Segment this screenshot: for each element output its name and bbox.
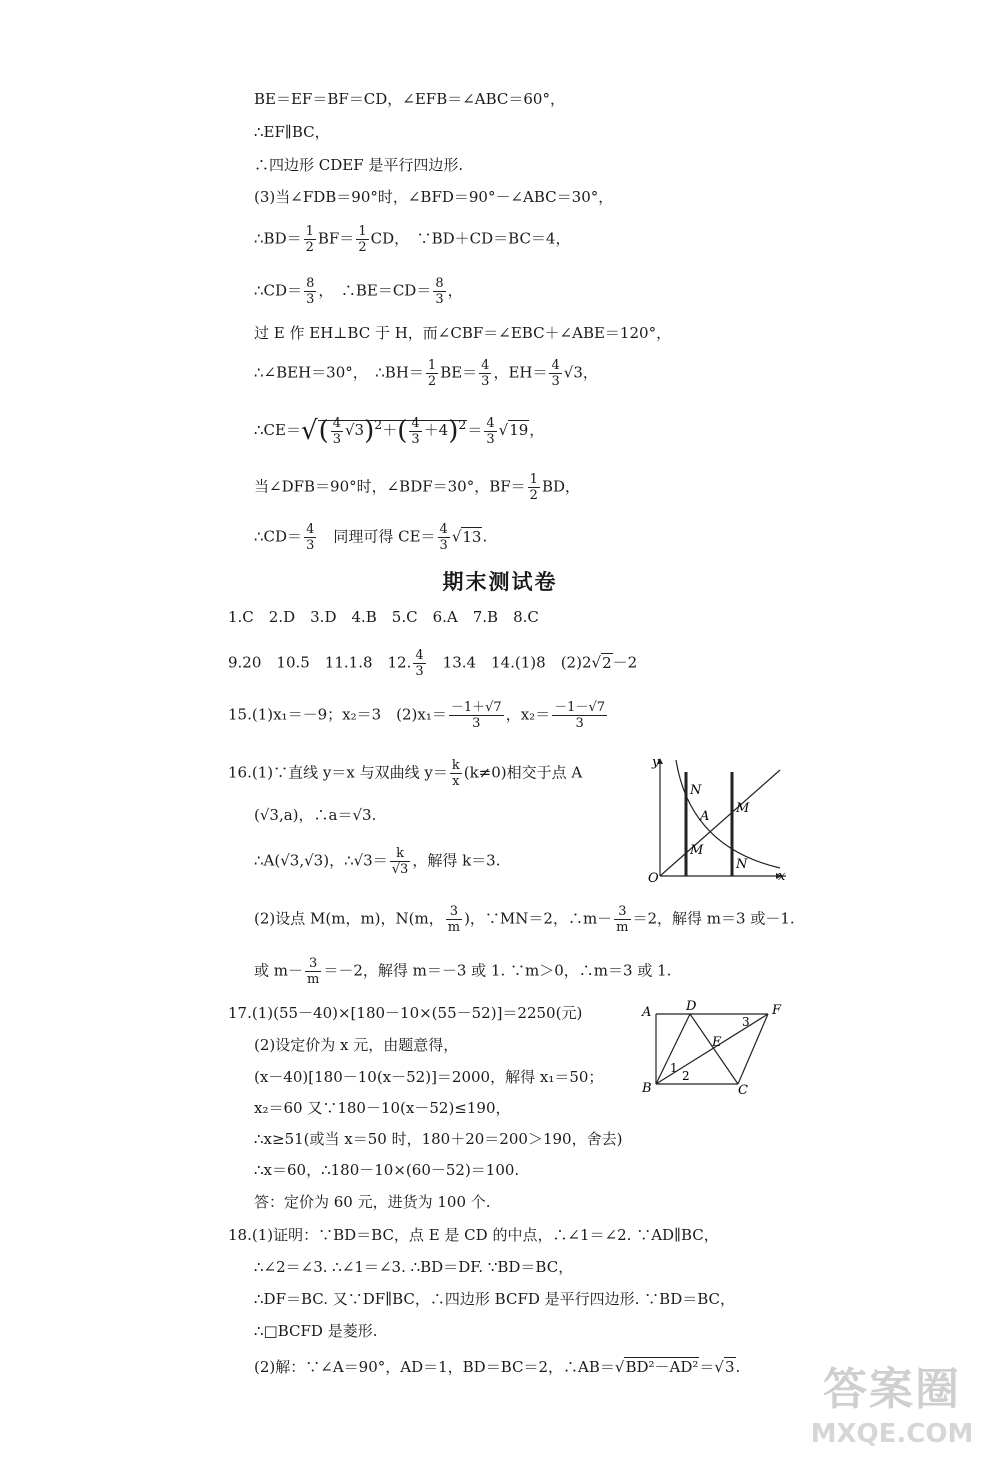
answer-line: (2)解：∵∠A＝90°，AD＝1，BD＝BC＝2，∴AB＝√BD²－AD²＝√3. — [254, 1358, 741, 1376]
fraction: $\frac{1}{2}$ — [358, 224, 367, 255]
text: . — [482, 527, 488, 546]
label-C: C — [738, 1083, 748, 1096]
angle-1: 1 — [670, 1061, 678, 1075]
sqrt: √3 — [563, 363, 583, 382]
label-A: A — [642, 1005, 652, 1020]
text: BD， — [541, 477, 580, 496]
watermark-text: 答案圈 — [823, 1364, 961, 1415]
text: ∴∠BEH＝30°， ∴BH＝ — [254, 363, 424, 382]
text: ∴CE＝ — [254, 421, 301, 439]
solution-line: ∴CD＝ $\frac{4}{3}$ 同理可得 CE＝ $\frac{4}{3}$ √13. — [254, 522, 488, 553]
text: CD， ∵BD＋CD＝BC＝4， — [370, 229, 571, 248]
answer-line: (2)设定价为 x 元，由题意得， — [254, 1036, 459, 1054]
answer-line: ∴x≥51(或当 x＝50 时，180＋20＝200＞190，舍去) — [254, 1130, 623, 1148]
fraction: $\frac{-1-√7}{3}$ — [554, 700, 605, 731]
fraction: $\frac{4}{3}$ — [481, 358, 490, 389]
text: ∴BD＝ — [254, 229, 302, 248]
answer-line: ∴DF＝BC. 又∵DF∥BC，∴四边形 BCFD 是平行四边形. ∵BD＝BC， — [254, 1290, 736, 1308]
solution-line — [254, 224, 570, 255]
graph-figure-16 — [640, 752, 790, 884]
sqrt: 13 — [462, 527, 482, 546]
label-D: D — [686, 1000, 697, 1014]
solution-line — [254, 276, 463, 307]
solution-line: ∴∠BEH＝30°， ∴BH＝ $\frac{1}{2}$ BE＝ $\frac{4}{3}$ ，EH＝ $\frac{4}{3}$ √3， — [254, 358, 598, 389]
solution-line: 过 E 作 EH⊥BC 于 H，而∠CBF＝∠EBC＋∠ABE＝120°， — [254, 324, 672, 342]
fraction: $\frac{-1+√7}{3}$ — [450, 700, 502, 731]
watermark-url: MXQE.COM — [810, 1419, 974, 1449]
text: 当∠DFB＝90°时，∠BDF＝30°，BF＝ — [254, 477, 526, 496]
text: 同理可得 CE＝ — [318, 527, 436, 546]
text: BE＝ — [440, 363, 478, 382]
solution-line: ∴CE＝√( $\frac{4}{3}$ √3)$^2$＋( $\frac{4}{3}$ ＋4)$^2$＝ $\frac{4}{3}$ √19， — [254, 415, 545, 447]
answer-line: ∴∠2＝∠3. ∴∠1＝∠3. ∴BD＝DF. ∵BD＝BC， — [254, 1258, 574, 1276]
solution-line: (3)当∠FDB＝90°时，∠BFD＝90°－∠ABC＝30°， — [254, 188, 614, 206]
answer-line: (2)设点 M(m，m)，N(m， $\frac{3}{m}$ )，∵MN＝2，∴m－ $\frac{3}{m}$ ＝2，解得 m＝3 或－1. — [254, 904, 795, 935]
fraction: $\frac{1}{2}$ — [427, 358, 437, 389]
answer-line: (x－40)[180－10(x－52)]＝2000，解得 x₁＝50； — [254, 1068, 604, 1086]
line-y-eq-x — [660, 770, 780, 876]
text: ＝ — [467, 421, 483, 439]
label-M1: M — [690, 843, 704, 858]
answer-line: 17.(1)(55－40)×[180－10×(55－52)]＝2250(元) — [228, 1004, 583, 1022]
answer-line — [228, 758, 582, 789]
answer-line: ∴x＝60，∴180－10×(60－52)＝100. — [254, 1161, 520, 1179]
answer-line: 答：定价为 60 元，进货为 100 个. — [254, 1193, 491, 1211]
fraction: $\frac{1}{2}$ — [305, 224, 314, 255]
section-title: 期末测试卷 — [442, 570, 558, 594]
text: 16.(1)∵直线 y＝x 与双曲线 y＝ — [228, 763, 448, 782]
answer-line: ∴A(√3,√3)，∴√3＝ $\frac{k}{√3}$ ，解得 k＝3. — [254, 846, 501, 877]
text: (k≠0)相交于点 A — [463, 763, 583, 782]
fraction: $\frac{1}{2}$ — [529, 472, 538, 503]
label-N1: N — [690, 783, 702, 798]
label-E: E — [712, 1035, 722, 1050]
answer-line: ∴□BCFD 是菱形. — [254, 1322, 378, 1340]
answer-line: 9.20 10.5 11.1.8 12. $\frac{4}{3}$ 13.4 14.(1)8 (2)2√2－2 — [228, 648, 638, 679]
fraction: $\frac{4}{3}$ — [306, 522, 315, 553]
angle-3: 3 — [742, 1015, 750, 1029]
text: ， — [447, 281, 463, 300]
solution-line: ∴四边形 CDEF 是平行四边形. — [254, 156, 464, 174]
watermark-logo — [802, 1353, 982, 1463]
label-N2: N — [736, 857, 748, 872]
sqrt-expression: ( $\frac{4}{3}$ √3)$^2$＋( $\frac{4}{3}$ ＋4)$^2$ — [318, 415, 467, 447]
text: 9.20 10.5 11.1.8 12. — [228, 653, 412, 672]
label-y: y — [652, 755, 660, 770]
label-M2: M — [736, 801, 750, 816]
solution-line: ∴EF∥BC， — [254, 123, 330, 141]
solution-line: BE＝EF＝BF＝CD，∠EFB＝∠ABC＝60°， — [254, 90, 565, 108]
fraction: $\frac{k}{√3}$ — [391, 846, 409, 877]
label-x: x — [778, 869, 786, 884]
text: ，EH＝ — [493, 363, 548, 382]
text: ∴CD＝ — [254, 281, 303, 300]
answer-line: 18.(1)证明：∵BD＝BC，点 E 是 CD 的中点，∴∠1＝∠2. ∵AD∥BC， — [228, 1226, 719, 1244]
text: ，x₂＝ — [505, 705, 551, 724]
sqrt: 2 — [602, 653, 612, 672]
label-B: B — [642, 1081, 652, 1096]
text: 13.4 14.(1)8 (2)2 — [427, 653, 592, 672]
text: 15.(1)x₁＝－9；x₂＝3 (2)x₁＝ — [228, 705, 447, 724]
answer-line: 或 m－ $\frac{3}{m}$ ＝－2，解得 m＝－3 或 1. ∵m＞0，∴m＝3 或 1. — [254, 956, 672, 987]
sqrt: 19 — [509, 421, 529, 439]
text: ， ∴BE＝CD＝ — [318, 281, 432, 300]
answer-line: x₂＝60 又∵180－10(x－52)≤190， — [254, 1099, 511, 1117]
angle-2: 2 — [682, 1069, 690, 1083]
fraction: $\frac{8}{3}$ — [435, 276, 444, 307]
label-F: F — [772, 1003, 782, 1018]
solution-line — [254, 472, 580, 503]
answer-line — [228, 700, 609, 731]
label-A: A — [700, 809, 710, 824]
answer-line: 1.C 2.D 3.D 4.B 5.C 6.A 7.B 8.C — [228, 608, 539, 626]
fraction: $\frac{4}{3}$ — [439, 522, 448, 553]
text: －2 — [612, 653, 638, 672]
fraction: $\frac{4}{3}$ — [486, 415, 495, 447]
text: ∴CD＝ — [254, 527, 303, 546]
fraction: $\frac{k}{x}$ — [451, 758, 460, 789]
fraction: $\frac{8}{3}$ — [306, 276, 315, 307]
fraction: $\frac{4}{3}$ — [415, 648, 424, 679]
geometry-figure-17 — [638, 1000, 788, 1096]
text: ， — [529, 421, 545, 439]
fraction: $\frac{4}{3}$ — [551, 358, 560, 389]
text: BF＝ — [317, 229, 355, 248]
answer-line: (√3,a)，∴a＝√3. — [254, 806, 377, 824]
label-O: O — [648, 871, 659, 884]
